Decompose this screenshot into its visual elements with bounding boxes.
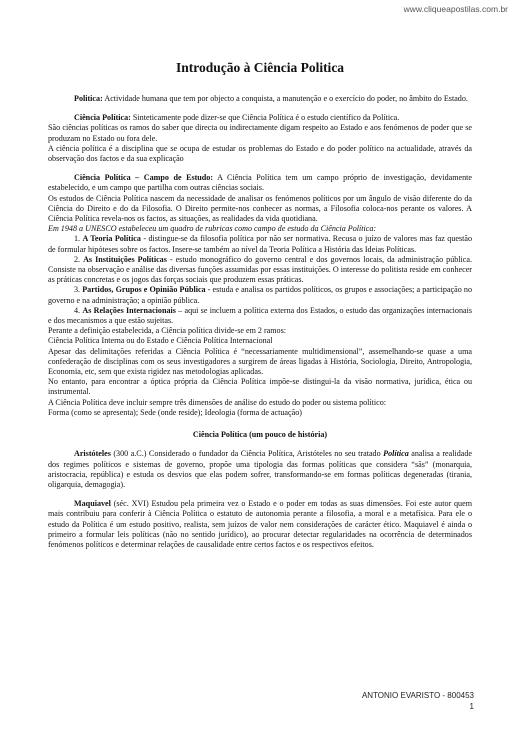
term-campo-estudo: Ciência Política – Campo de Estudo: [74, 173, 214, 183]
paragraph-ciencia-politica [48, 113, 472, 123]
text-instituicoes: - estudo monográfico do governo central e dos governos locais, da administração pública. Consiste na observação e análise das diversas funções assumidas por essas instituições. O interesse do politista reside em conhecer as práticas concretas e os jogos das forças sociais que produzem essas práticas. [48, 254, 472, 285]
paragraph-maquiavel [48, 499, 472, 550]
section-title-historia: Ciência Política (um pouco de história) [192, 430, 328, 440]
page-number: 1 [469, 702, 474, 711]
paragraph-campo-estudo [48, 173, 472, 193]
term-ciencia-politica: Ciência Política: [74, 113, 131, 123]
text-campo-estudo: A Ciência Política tem um campo próprio de investigação, devidamente estabelecido, e um campo que partilha com outras ciências sociais. [48, 173, 472, 193]
list-item-teoria-politica [48, 234, 472, 254]
work-politica: Política [383, 449, 409, 459]
list-item-instituicoes [48, 255, 472, 286]
term-politica: Politica: [74, 94, 103, 103]
paragraph-disciplina: A ciência política é a disciplina que se ocupa de estudar os problemas do Estado e do poder político na actualidade, através da observação dos factos e da sua explicação [48, 143, 472, 164]
list-number: 1. [74, 234, 83, 244]
paragraph-politica [48, 94, 472, 104]
list-item-partidos [48, 285, 472, 305]
page-footer [362, 690, 474, 712]
paragraph-estudos: Os estudos de Ciência Política nascem da necessidade de analisar os fenómenos políticos por um ângulo de visão diferente do da Ciência do Direito e do da Filosofia. O Direito permite-nos conhecer as normas, a Filosofia coloca-nos perante os valores. A Ciência Política revela-nos os factos, as situações, as realidades da vida quotidiana. [48, 193, 472, 224]
term-relacoes: As Relações Internacionais [82, 305, 176, 315]
term-instituicoes: As Instituições Políticas [83, 254, 167, 264]
text-ciencia-politica-1: Sinteticamente pode dizer-se que Ciência Política é o estudo científico da Política. [130, 113, 400, 123]
paragraph-no-entanto: No entanto, para encontrar a óptica própria da Ciência Política impõe-se distingui-la da visão normativa, jurídica, ética ou instrumental. [48, 377, 472, 397]
list-item-relacoes [48, 306, 472, 326]
paragraph-ciencias-politicas: São ciências políticas os ramos do saber que directa ou indirectamente digam respeito ao Estado e aos fenómenos de poder que se produzam no Estado ou fora dele. [48, 123, 472, 143]
term-partidos: Partidos, Grupos e Opinião Pública [82, 285, 206, 295]
paragraph-ramos-lista: Ciência Política Interna ou do Estado e Ciência Política Internacional [48, 336, 273, 346]
paragraph-aristoteles [48, 449, 472, 490]
list-number: 3. [74, 285, 83, 295]
paragraph-apesar: Apesar das delimitações referidas a Ciência Política é “necessariamente multidimensional”, assemelhando-se quase a uma confederação de disciplinas com os seus investigadores a surgirem de áreas ligadas à História, Sociologia, Direito, Antropologia, Economia, etc, sem que exista rigidez nas metodologias aplicadas. [48, 346, 472, 377]
paragraph-dimensoes-lista: Forma (como se apresenta); Sede (onde reside); Ideologia (forma de actuação) [48, 407, 302, 417]
text-maquiavel: (séc. XVI) Estudou pela primeira vez o Estado e o poder em todas as suas dimensões. Foi este autor quem mais contribuiu para conferir à Ciência Política o estatuto de autonomia perante a filosofia, a moral e a metafísica. Para ele o estudo da Política é um estudo positivo, realista, sem juízos de valor nem considerações de carácter ético. Maquiavel é ainda o primeiro a formular leis políticas (não no sentido jurídico), ao procurar detectar regularidades na ocorrência de determinados fenómenos políticos e determinar relações de causalidade entre certos factos e os respectivos efeitos. [48, 499, 472, 549]
term-maquiavel: Maquiavel [74, 499, 111, 509]
text-relacoes: – aqui se incluem a política externa dos Estados, o estudo das organizações internacionais e dos mecanismos a que estão sujeitas. [48, 305, 473, 326]
text-teoria-politica: - distingue-se da filosofia política por não ser normativa. Recusa o juízo de valores mas faz questão de formular hipóteses sobre os factos. Insere-se também ao nível da Teoria Política a História das Ideias Políticas. [48, 234, 473, 254]
paragraph-ramos: Perante a definição estabelecida, a Ciência política divide-se em 2 ramos: [48, 326, 286, 336]
text-aristoteles-2: analisa a realidade dos regimes políticos e sistemas de governo, propõe uma tipologia das formas políticas que considera “sãs” (monarquia, aristocracia, república) e estuda os desvios que elas podem sofrer, transformando-se em formas políticas degeneradas (tirania, oligarquia, demagogia). [48, 449, 472, 489]
text-politica: Actividade humana que tem por objecto a conquista, a manutenção e o exercício do poder, no âmbito do Estado. [102, 94, 468, 103]
term-aristoteles: Aristóteles [74, 449, 111, 459]
document-title: Introdução à Ciência Politica [175, 60, 345, 75]
list-number: 4. [74, 305, 83, 315]
footer-author: ANTONIO EVARISTO - 800453 [361, 691, 474, 700]
list-number: 2. [74, 254, 84, 264]
term-teoria-politica: A Teoria Política [82, 234, 141, 244]
text-partidos: - estuda e analisa os partidos políticos, os grupos e associações; a participação no governo e na administração; a opinião pública. [48, 285, 473, 305]
paragraph-dimensoes: A Ciência Política deve incluir sempre três dimensões de análise do estudo do poder ou sistema político: [48, 397, 387, 407]
document-body [48, 60, 472, 550]
text-aristoteles-1: (300 a.C.) Considerado o fundador da Ciência Política, Aristóteles no seu tratado [110, 449, 384, 459]
site-watermark: www.cliqueapostilas.com.br [403, 4, 508, 14]
paragraph-unesco: Em 1948 a UNESCO estabeleceu um quadro de rubricas como campo de estudo da Ciência Política: [48, 224, 377, 234]
